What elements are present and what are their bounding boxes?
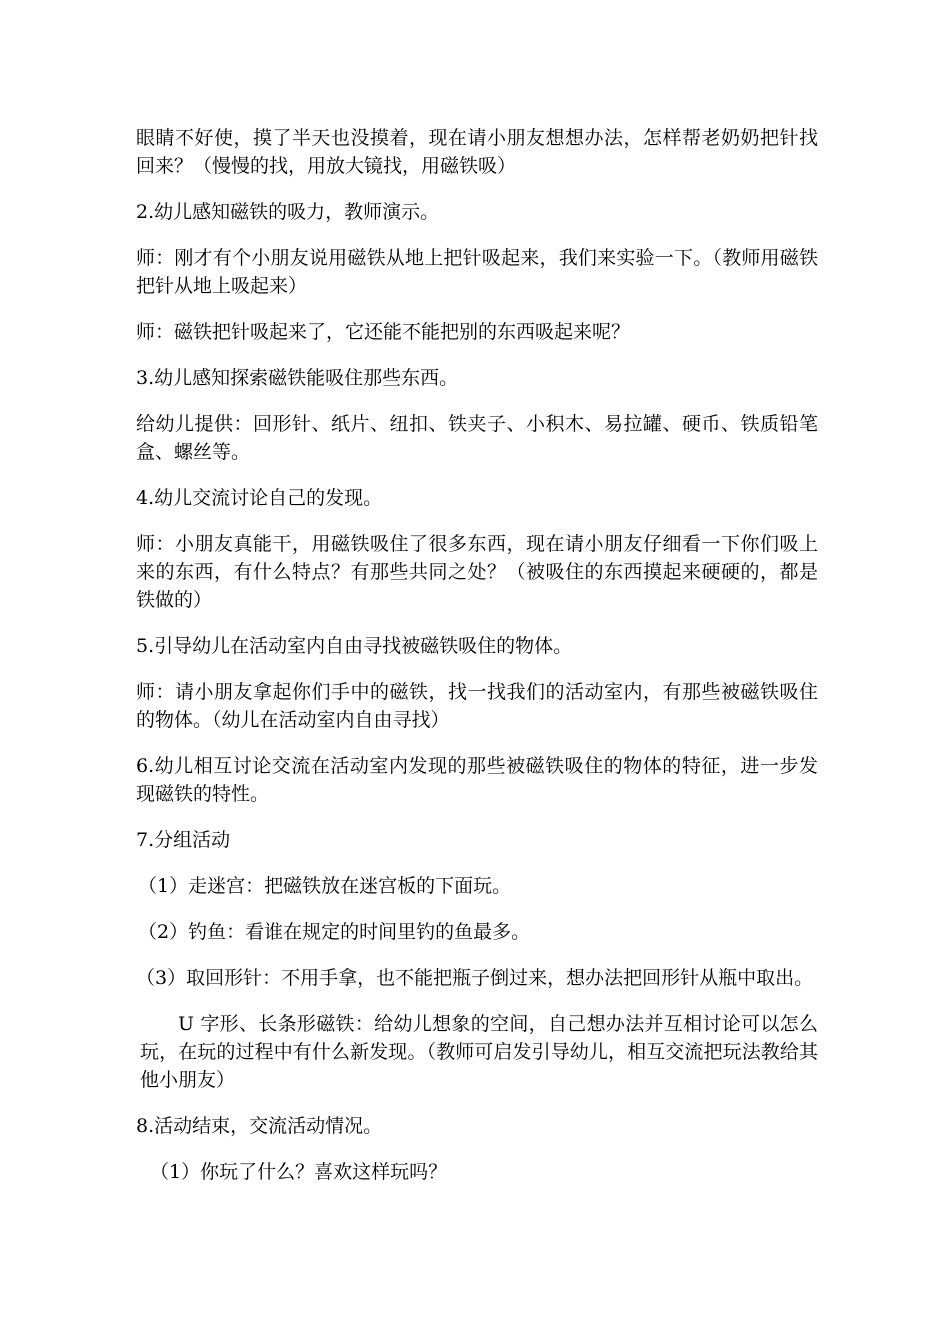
- closing-question: （1）你玩了什么？喜欢这样玩吗？: [150, 1161, 448, 1183]
- teacher-line-discussion: 师：小朋友真能干，用磁铁吸住了很多东西，现在请小朋友仔细看一下你们吸上来的东西，有什么特点？有那些共同之处？（被吸住的东西摸起来硬硬的，都是铁做的）: [136, 533, 818, 611]
- group-activity-maze: （1）走迷宫：把磁铁放在迷宫板的下面玩。: [138, 875, 512, 897]
- paragraph-intro-continued: 眼睛不好使，摸了半天也没摸着，现在请小朋友想想办法，怎样帮老奶奶把针找回来？（慢慢的找，用放大镜找，用磁铁吸）: [136, 127, 818, 177]
- step-4-heading: 4.幼儿交流讨论自己的发现。: [136, 487, 383, 509]
- step-7-heading: 7.分组活动: [136, 829, 231, 851]
- group-activity-paperclip: （3）取回形针：不用手拿，也不能把瓶子倒过来，想办法把回形针从瓶中取出。: [136, 967, 814, 989]
- step-6-heading: 6.幼儿相互讨论交流在活动室内发现的那些被磁铁吸住的物体的特征，进一步发现磁铁的特性。: [136, 755, 818, 805]
- teacher-line-search: 师：请小朋友拿起你们手中的磁铁，找一找我们的活动室内，有那些被磁铁吸住的物体。（幼儿在活动室内自由寻找）: [136, 681, 818, 731]
- group-activity-fishing: （2）钓鱼：看谁在规定的时间里钓的鱼最多。: [138, 921, 531, 943]
- step-3-heading: 3.幼儿感知探索磁铁能吸住那些东西。: [136, 367, 459, 389]
- step-8-heading: 8.活动结束，交流活动情况。: [136, 1115, 383, 1137]
- step-5-heading: 5.引导幼儿在活动室内自由寻找被磁铁吸住的物体。: [136, 635, 573, 657]
- teacher-line-experiment: 师：刚才有个小朋友说用磁铁从地上把针吸起来，我们来实验一下。（教师用磁铁把针从地上吸起来）: [136, 247, 818, 297]
- document-body: [136, 124, 818, 1204]
- teacher-line-question: 师：磁铁把针吸起来了，它还能不能把别的东西吸起来呢？: [136, 321, 631, 343]
- magnet-shapes-paragraph: U 字形、长条形磁铁：给幼儿想象的空间，自己想办法并互相讨论可以怎么玩，在玩的过程中有什么新发现。（教师可启发引导幼儿，相互交流把玩法教给其他小朋友）: [140, 1013, 818, 1091]
- step-2-heading: 2.幼儿感知磁铁的吸力，教师演示。: [136, 201, 440, 223]
- materials-list: 给幼儿提供：回形针、纸片、纽扣、铁夹子、小积木、易拉罐、硬币、铁质铅笔盒、螺丝等。: [136, 413, 818, 463]
